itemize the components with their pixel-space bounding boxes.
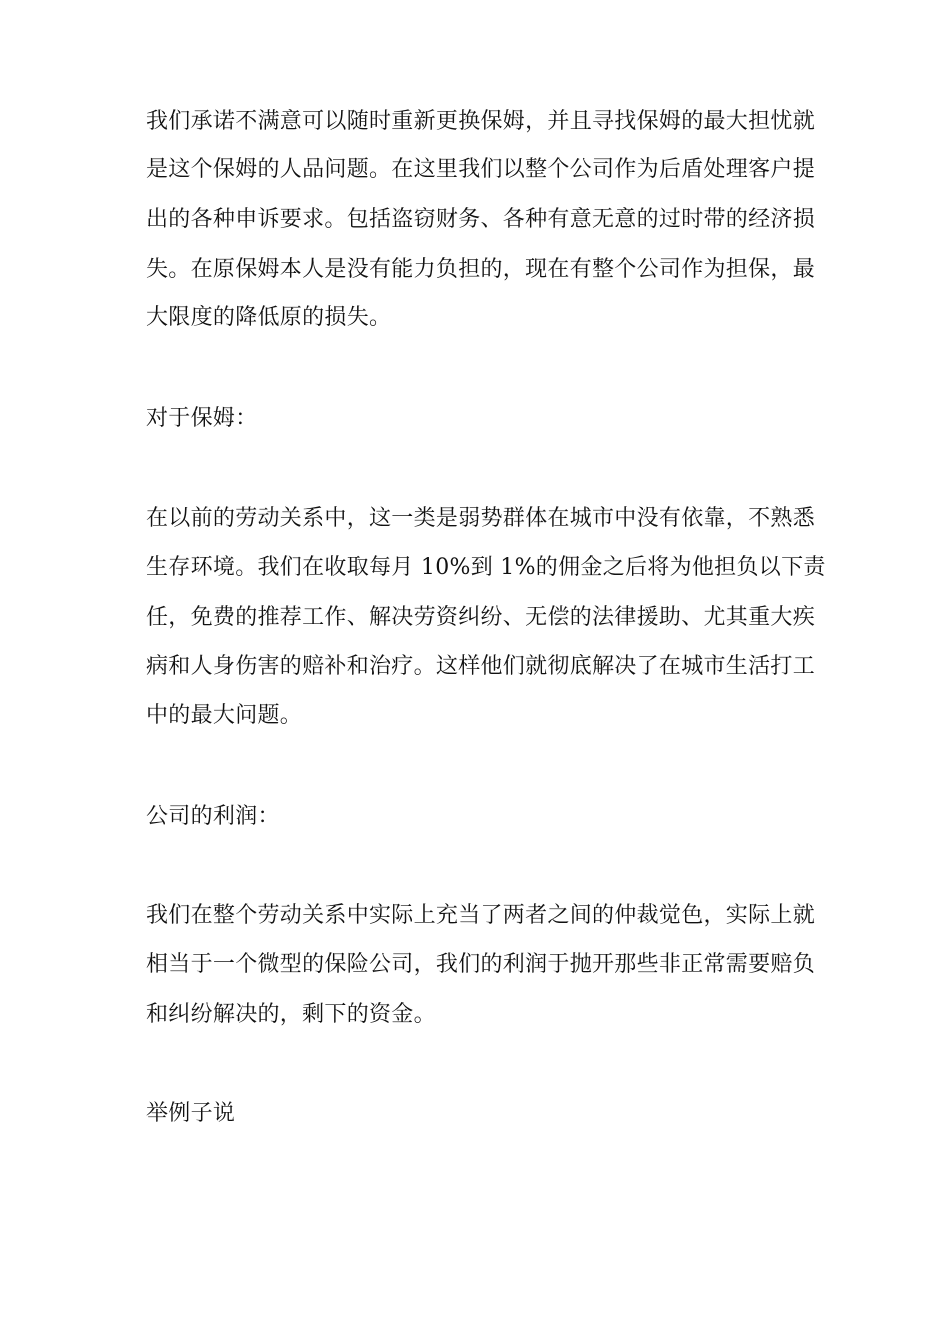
paragraph-2-line-2: 生存环境。我们在收取每月 10%到 1%的佣金之后将为他担负以下责 bbox=[146, 555, 826, 580]
paragraph-2-line-4: 病和人身伤害的赔补和治疗。这样他们就彻底解决了在城市生活打工 bbox=[146, 654, 816, 679]
paragraph-1-line-2: 是这个保姆的人品问题。在这里我们以整个公司作为后盾处理客户提 bbox=[146, 157, 816, 182]
section-heading-nanny: 对于保姆： bbox=[146, 406, 258, 431]
paragraph-1-line-4: 失。在原保姆本人是没有能力负担的，现在有整个公司作为担保，最 bbox=[146, 257, 816, 282]
paragraph-1-line-3: 出的各种申诉要求。包括盗窃财务、各种有意无意的过时带的经济损 bbox=[146, 207, 816, 232]
paragraph-2-line-1: 在以前的劳动关系中，这一类是弱势群体在城市中没有依靠，不熟悉 bbox=[146, 506, 816, 531]
paragraph-2-line-3: 任，免费的推荐工作、解决劳资纠纷、无偿的法律援助、尤其重大疾 bbox=[146, 605, 816, 630]
section-heading-company-profit: 公司的利润： bbox=[146, 804, 280, 829]
paragraph-2-line-5: 中的最大问题。 bbox=[146, 703, 303, 728]
paragraph-3-line-3: 和纠纷解决的，剩下的资金。 bbox=[146, 1002, 436, 1027]
section-heading-example: 举例子说 bbox=[146, 1101, 236, 1126]
paragraph-3-line-2: 相当于一个微型的保险公司，我们的利润于抛开那些非正常需要赔负 bbox=[146, 952, 816, 977]
paragraph-3-line-1: 我们在整个劳动关系中实际上充当了两者之间的仲裁觉色，实际上就 bbox=[146, 903, 816, 928]
paragraph-1-line-1: 我们承诺不满意可以随时重新更换保姆，并且寻找保姆的最大担忧就 bbox=[146, 109, 816, 134]
paragraph-1-line-5: 大限度的降低原的损失。 bbox=[146, 305, 392, 330]
